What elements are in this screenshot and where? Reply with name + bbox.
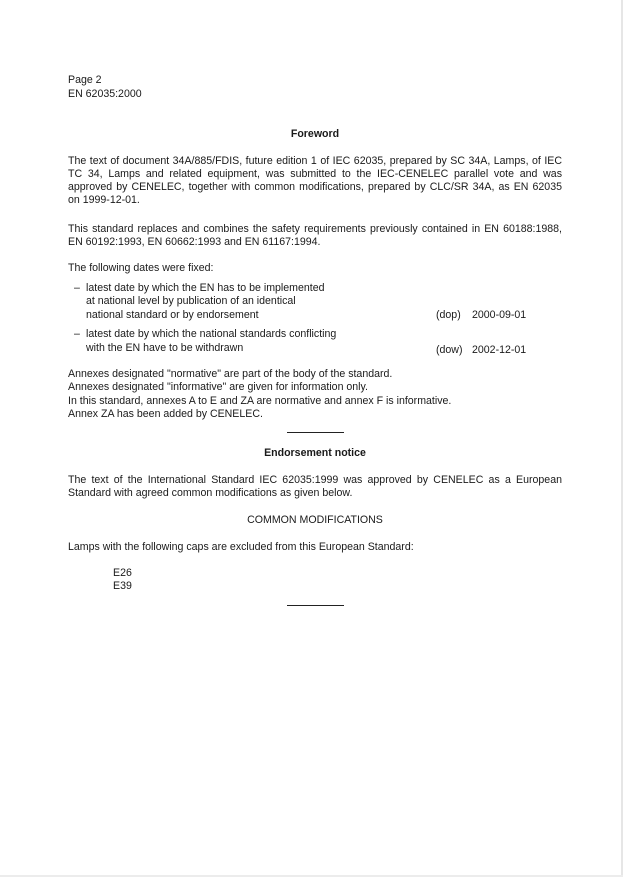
annex-line: In this standard, annexes A to E and ZA are normative and annex F is informative. bbox=[68, 395, 452, 407]
annex-line: Annex ZA has been added by CENELEC. bbox=[68, 408, 263, 420]
annex-line: Annexes designated "informative" are given for information only. bbox=[68, 381, 368, 393]
list-dash: – bbox=[74, 328, 80, 340]
date-item-line: latest date by which the EN has to be implemented bbox=[86, 282, 325, 294]
list-dash: – bbox=[74, 282, 80, 294]
page-number: Page 2 bbox=[68, 74, 102, 86]
dates-intro: The following dates were fixed: bbox=[68, 262, 214, 274]
date-item-line: latest date by which the national standards conflicting bbox=[86, 328, 337, 340]
date-item-line: at national level by publication of an identical bbox=[86, 295, 296, 307]
common-modifications-heading: COMMON MODIFICATIONS bbox=[247, 514, 383, 526]
endorsement-paragraph: The text of the International Standard IEC 62035:1999 was approved by CENELEC as a European Standard with agreed common modifications as given below. bbox=[68, 474, 562, 499]
annex-line: Annexes designated "normative" are part of the body of the standard. bbox=[68, 368, 393, 380]
cap-item: E26 bbox=[113, 567, 132, 579]
date-item-line: with the EN have to be withdrawn bbox=[86, 342, 244, 354]
date-item-line: national standard or by endorsement bbox=[86, 309, 259, 321]
foreword-paragraph-1: The text of document 34A/885/FDIS, future edition 1 of IEC 62035, prepared by SC 34A, Lamps, of IEC TC 34, Lamps and related equipment, was submitted to the IEC-CENELEC parallel vote and was approved by CENELEC, together with common modifications, prepared by CLC/SR 34A, as EN 62035 on 1999-12-01. bbox=[68, 155, 562, 206]
end-divider bbox=[287, 605, 344, 606]
date-code: (dow) bbox=[436, 344, 463, 356]
section-divider bbox=[287, 432, 344, 433]
foreword-heading: Foreword bbox=[290, 128, 340, 140]
date-value: 2000-09-01 bbox=[472, 309, 527, 321]
date-code: (dop) bbox=[436, 309, 461, 321]
foreword-paragraph-2: This standard replaces and combines the safety requirements previously contained in EN 60188:1988, EN 60192:1993, EN 60662:1993 and EN 61167:1994. bbox=[68, 223, 562, 248]
document-id: EN 62035:2000 bbox=[68, 88, 142, 100]
caps-intro: Lamps with the following caps are excluded from this European Standard: bbox=[68, 541, 414, 553]
cap-item: E39 bbox=[113, 580, 132, 592]
endorsement-heading: Endorsement notice bbox=[264, 447, 366, 459]
date-value: 2002-12-01 bbox=[472, 344, 527, 356]
